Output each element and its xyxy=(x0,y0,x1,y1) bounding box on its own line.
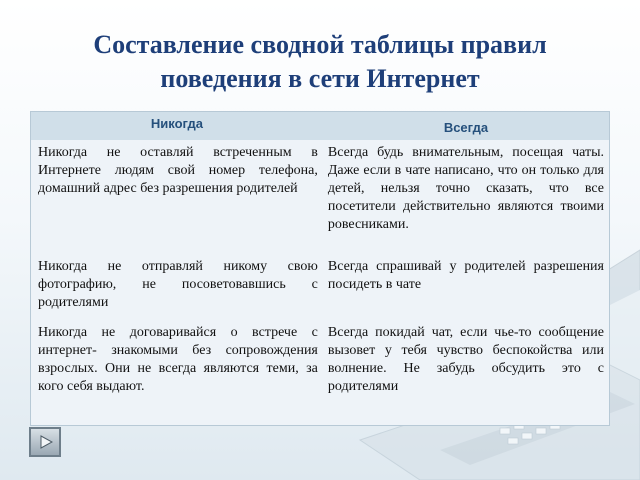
cell-always-3: Всегда покидай чат, если чье-то сообщение вызовет у тебя чувство беспокойства или волнение. Не забудь обсудить это с родителями xyxy=(327,325,604,394)
cell-never-1: Никогда не оставляй встреченным в Интернете людям свой номер телефона, домашний адрес без разрешения родителей xyxy=(38,145,318,196)
table-row xyxy=(31,254,609,320)
table-row xyxy=(31,140,609,254)
title-line-2: поведения в сети Интернет xyxy=(160,64,480,93)
cell-never-2: Никогда не отправляй никому свою фотографию, не посоветовавшись с родителями xyxy=(38,259,318,310)
header-always: Всегда xyxy=(323,112,609,140)
rules-table xyxy=(30,111,610,426)
title-line-1: Составление сводной таблицы правил xyxy=(93,30,547,59)
next-slide-button[interactable] xyxy=(29,427,61,457)
cell-always-1: Всегда будь внимательным, посещая чаты. Даже если в чате написано, что он только для детей, нельзя точно сказать, что все посетители действительно являются твоими ровесниками. xyxy=(327,145,604,232)
table-row xyxy=(31,320,609,436)
cell-never-3: Никогда не договаривайся о встрече с интернет- знакомыми без сопровождения взрослых. Они не всегда являются теми, за кого себя выдают. xyxy=(38,325,318,394)
page-title xyxy=(20,28,620,96)
play-triangle-icon xyxy=(39,435,53,449)
table-header-row xyxy=(31,112,609,140)
header-never: Никогда xyxy=(31,112,323,140)
cell-always-2: Всегда спрашивай у родителей разрешения посидеть в чате xyxy=(327,259,604,292)
